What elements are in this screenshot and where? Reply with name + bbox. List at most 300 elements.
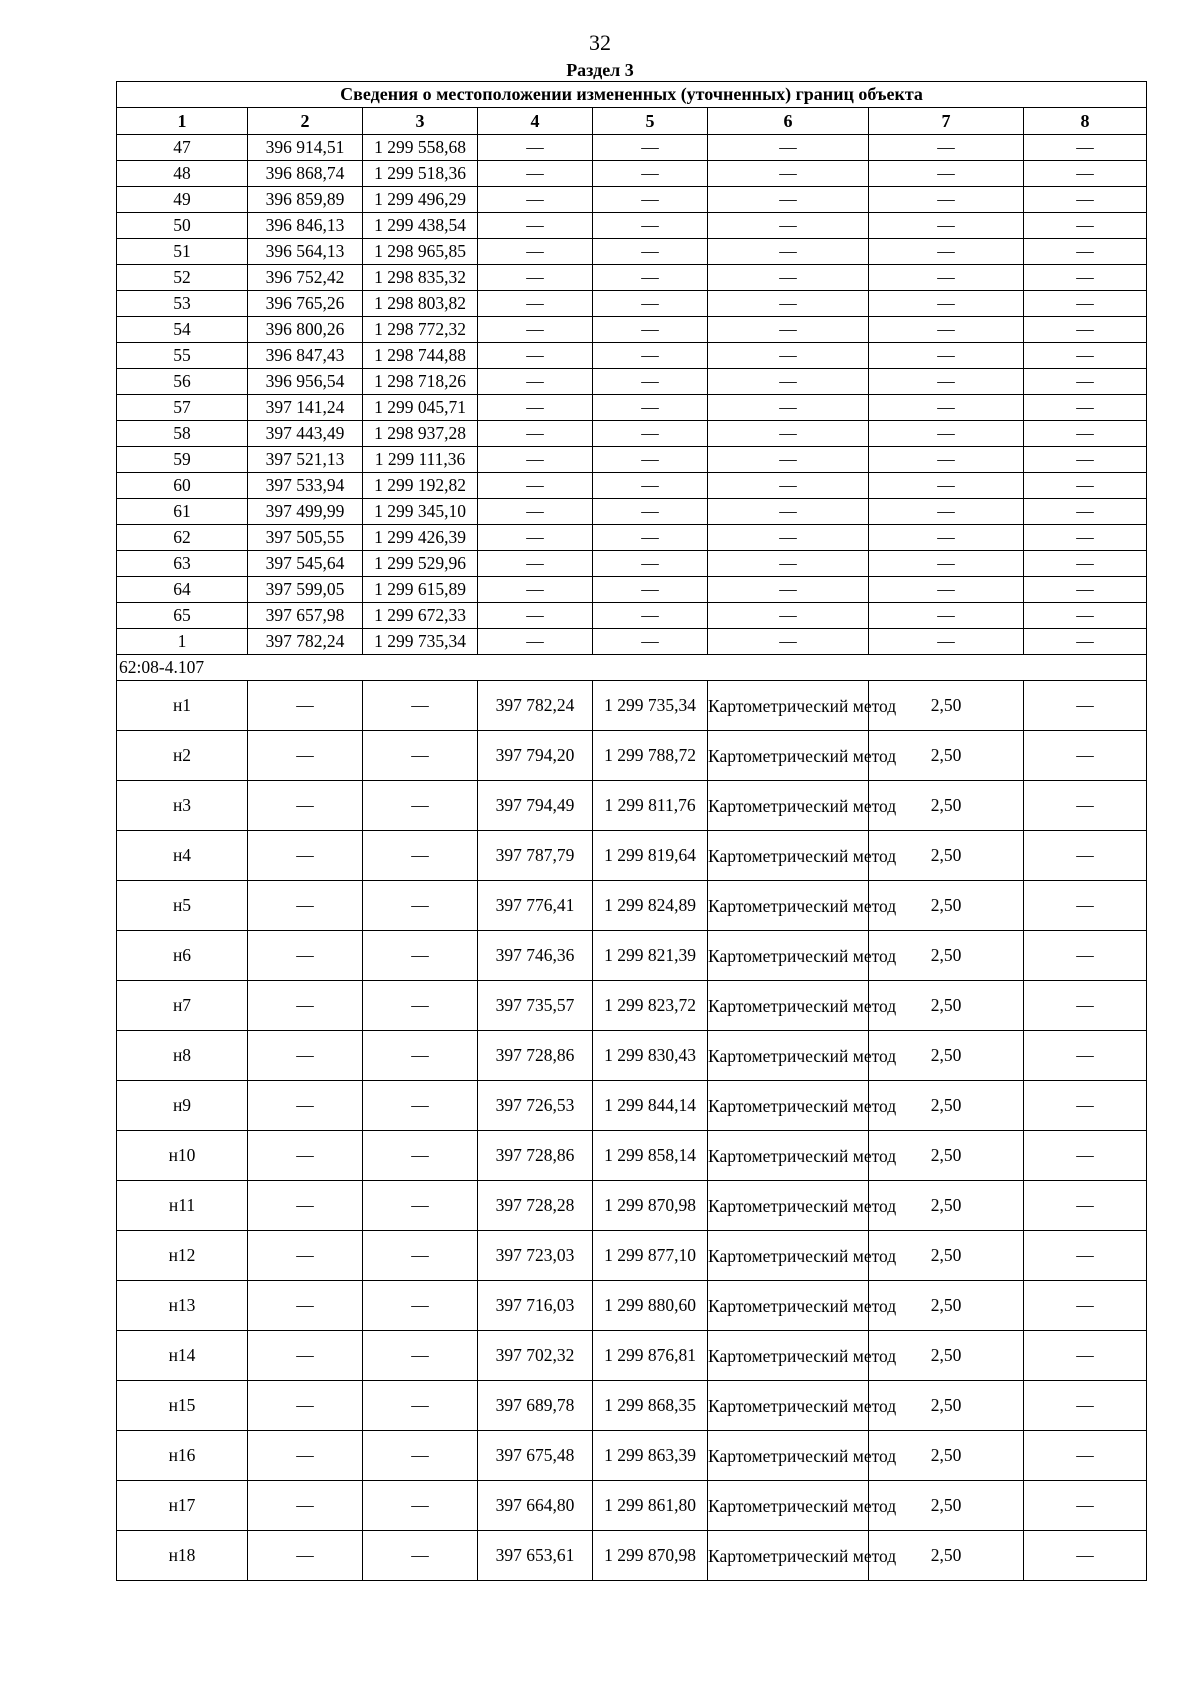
accuracy-cell: 2,50 (869, 1281, 1024, 1331)
y-new-cell: 1 299 788,72 (593, 731, 708, 781)
x-new-cell: — (478, 603, 593, 629)
x-existing-cell: — (248, 831, 363, 881)
x-new-cell: 397 726,53 (478, 1081, 593, 1131)
point-cell: 51 (117, 239, 248, 265)
table-row (117, 1331, 1147, 1381)
y-new-cell: — (593, 447, 708, 473)
y-new-cell: 1 299 819,64 (593, 831, 708, 881)
table-row (117, 343, 1147, 369)
point-cell: н3 (117, 781, 248, 831)
point-cell: 47 (117, 135, 248, 161)
table-row (117, 881, 1147, 931)
y-new-cell: — (593, 629, 708, 655)
table-row (117, 1081, 1147, 1131)
method-cell: — (708, 187, 869, 213)
y-new-cell: 1 299 880,60 (593, 1281, 708, 1331)
table-row (117, 291, 1147, 317)
y-existing-cell: 1 299 045,71 (363, 395, 478, 421)
x-existing-cell: 397 545,64 (248, 551, 363, 577)
x-new-cell: 397 735,57 (478, 981, 593, 1031)
accuracy-cell: — (869, 135, 1024, 161)
accuracy-cell: — (869, 265, 1024, 291)
column-number-6: 6 (708, 108, 869, 135)
description-cell: — (1024, 1231, 1147, 1281)
y-existing-cell: — (363, 1231, 478, 1281)
x-existing-cell: 396 846,13 (248, 213, 363, 239)
point-cell: н12 (117, 1231, 248, 1281)
point-cell: 50 (117, 213, 248, 239)
point-cell: н16 (117, 1431, 248, 1481)
method-cell: — (708, 369, 869, 395)
table-row (117, 421, 1147, 447)
y-new-cell: 1 299 870,98 (593, 1181, 708, 1231)
y-existing-cell: — (363, 1481, 478, 1531)
x-new-cell: 397 664,80 (478, 1481, 593, 1531)
description-cell: — (1024, 135, 1147, 161)
point-cell: 54 (117, 317, 248, 343)
description-cell: — (1024, 1031, 1147, 1081)
x-existing-cell: 396 800,26 (248, 317, 363, 343)
y-new-cell: 1 299 811,76 (593, 781, 708, 831)
point-cell: н9 (117, 1081, 248, 1131)
accuracy-cell: 2,50 (869, 1181, 1024, 1231)
x-new-cell: 397 689,78 (478, 1381, 593, 1431)
accuracy-cell: — (869, 447, 1024, 473)
point-cell: 56 (117, 369, 248, 395)
x-existing-cell: — (248, 1031, 363, 1081)
method-cell: — (708, 421, 869, 447)
table-row (117, 213, 1147, 239)
new-points-body (117, 681, 1147, 1581)
x-new-cell: — (478, 187, 593, 213)
x-existing-cell: 396 847,43 (248, 343, 363, 369)
point-cell: 53 (117, 291, 248, 317)
group-row (117, 655, 1147, 681)
y-existing-cell: — (363, 1281, 478, 1331)
accuracy-cell: 2,50 (869, 1031, 1024, 1081)
x-new-cell: 397 794,20 (478, 731, 593, 781)
y-existing-cell: 1 299 529,96 (363, 551, 478, 577)
x-new-cell: — (478, 317, 593, 343)
point-cell: 61 (117, 499, 248, 525)
x-new-cell: 397 716,03 (478, 1281, 593, 1331)
x-new-cell: 397 776,41 (478, 881, 593, 931)
method-cell: Картометрический метод (708, 1131, 869, 1181)
table-row (117, 1531, 1147, 1581)
description-cell: — (1024, 1381, 1147, 1431)
method-cell: — (708, 577, 869, 603)
description-cell: — (1024, 1131, 1147, 1181)
y-existing-cell: 1 299 735,34 (363, 629, 478, 655)
point-cell: н13 (117, 1281, 248, 1331)
method-cell: Картометрический метод (708, 931, 869, 981)
method-cell: — (708, 395, 869, 421)
x-existing-cell: — (248, 781, 363, 831)
point-cell: н11 (117, 1181, 248, 1231)
accuracy-cell: 2,50 (869, 1081, 1024, 1131)
y-new-cell: 1 299 844,14 (593, 1081, 708, 1131)
accuracy-cell: — (869, 473, 1024, 499)
y-existing-cell: — (363, 1181, 478, 1231)
table-row (117, 135, 1147, 161)
point-cell: н1 (117, 681, 248, 731)
point-cell: н6 (117, 931, 248, 981)
table-row (117, 317, 1147, 343)
x-existing-cell: — (248, 881, 363, 931)
accuracy-cell: 2,50 (869, 881, 1024, 931)
table-row (117, 981, 1147, 1031)
column-number-7: 7 (869, 108, 1024, 135)
column-number-8: 8 (1024, 108, 1147, 135)
description-cell: — (1024, 343, 1147, 369)
coordinates-table (116, 81, 1147, 1581)
point-cell: 48 (117, 161, 248, 187)
table-row (117, 239, 1147, 265)
x-new-cell: 397 728,86 (478, 1031, 593, 1081)
y-existing-cell: 1 298 965,85 (363, 239, 478, 265)
y-new-cell: 1 299 863,39 (593, 1431, 708, 1481)
accuracy-cell: — (869, 499, 1024, 525)
y-existing-cell: 1 299 345,10 (363, 499, 478, 525)
accuracy-cell: 2,50 (869, 1531, 1024, 1581)
x-new-cell: 397 787,79 (478, 831, 593, 881)
x-new-cell: — (478, 551, 593, 577)
section-title: Раздел 3 (566, 60, 634, 80)
point-cell: 52 (117, 265, 248, 291)
method-cell: Картометрический метод (708, 881, 869, 931)
method-cell: Картометрический метод (708, 1281, 869, 1331)
accuracy-cell: — (869, 551, 1024, 577)
y-existing-cell: 1 299 518,36 (363, 161, 478, 187)
accuracy-cell: 2,50 (869, 1231, 1024, 1281)
accuracy-cell: 2,50 (869, 781, 1024, 831)
x-existing-cell: — (248, 1481, 363, 1531)
x-existing-cell: 397 505,55 (248, 525, 363, 551)
description-cell: — (1024, 831, 1147, 881)
point-cell: н8 (117, 1031, 248, 1081)
description-cell: — (1024, 473, 1147, 499)
x-new-cell: — (478, 135, 593, 161)
description-cell: — (1024, 1481, 1147, 1531)
method-cell: — (708, 551, 869, 577)
table-row (117, 395, 1147, 421)
description-cell: — (1024, 881, 1147, 931)
x-new-cell: — (478, 447, 593, 473)
x-existing-cell: 396 765,26 (248, 291, 363, 317)
method-cell: — (708, 213, 869, 239)
method-cell: Картометрический метод (708, 1231, 869, 1281)
point-cell: 57 (117, 395, 248, 421)
table-row (117, 1181, 1147, 1231)
y-new-cell: — (593, 161, 708, 187)
table-row (117, 1281, 1147, 1331)
table-row (117, 551, 1147, 577)
y-new-cell: 1 299 868,35 (593, 1381, 708, 1431)
x-new-cell: 397 746,36 (478, 931, 593, 981)
y-new-cell: — (593, 369, 708, 395)
y-existing-cell: — (363, 1531, 478, 1581)
accuracy-cell: — (869, 239, 1024, 265)
point-cell: н14 (117, 1331, 248, 1381)
column-number-2: 2 (248, 108, 363, 135)
y-existing-cell: 1 299 496,29 (363, 187, 478, 213)
y-existing-cell: 1 299 558,68 (363, 135, 478, 161)
method-cell: Картометрический метод (708, 831, 869, 881)
y-existing-cell: — (363, 1431, 478, 1481)
y-existing-cell: — (363, 1081, 478, 1131)
y-existing-cell: 1 299 192,82 (363, 473, 478, 499)
existing-points-body (117, 135, 1147, 655)
y-new-cell: — (593, 317, 708, 343)
y-existing-cell: 1 298 718,26 (363, 369, 478, 395)
table-row (117, 525, 1147, 551)
accuracy-cell: 2,50 (869, 1481, 1024, 1531)
y-new-cell: 1 299 861,80 (593, 1481, 708, 1531)
point-cell: 59 (117, 447, 248, 473)
description-cell: — (1024, 781, 1147, 831)
table-row (117, 187, 1147, 213)
accuracy-cell: — (869, 369, 1024, 395)
y-new-cell: 1 299 823,72 (593, 981, 708, 1031)
table-row (117, 781, 1147, 831)
x-new-cell: 397 728,28 (478, 1181, 593, 1231)
y-new-cell: 1 299 824,89 (593, 881, 708, 931)
table-row (117, 369, 1147, 395)
accuracy-cell: 2,50 (869, 1431, 1024, 1481)
point-cell: н17 (117, 1481, 248, 1531)
table-row (117, 473, 1147, 499)
point-cell: 55 (117, 343, 248, 369)
description-cell: — (1024, 395, 1147, 421)
table-row (117, 681, 1147, 731)
method-cell: Картометрический метод (708, 1431, 869, 1481)
description-cell: — (1024, 681, 1147, 731)
description-cell: — (1024, 265, 1147, 291)
point-cell: 1 (117, 629, 248, 655)
y-new-cell: — (593, 551, 708, 577)
method-cell: — (708, 473, 869, 499)
x-existing-cell: 397 782,24 (248, 629, 363, 655)
point-cell: 58 (117, 421, 248, 447)
accuracy-cell: 2,50 (869, 931, 1024, 981)
description-cell: — (1024, 731, 1147, 781)
x-existing-cell: — (248, 1381, 363, 1431)
method-cell: — (708, 499, 869, 525)
table-row (117, 1031, 1147, 1081)
description-cell: — (1024, 1181, 1147, 1231)
x-new-cell: 397 675,48 (478, 1431, 593, 1481)
y-new-cell: 1 299 830,43 (593, 1031, 708, 1081)
x-existing-cell: — (248, 1081, 363, 1131)
point-cell: н5 (117, 881, 248, 931)
x-new-cell: — (478, 473, 593, 499)
table-row (117, 161, 1147, 187)
x-new-cell: — (478, 343, 593, 369)
x-existing-cell: 397 657,98 (248, 603, 363, 629)
x-new-cell: — (478, 265, 593, 291)
column-number-row (117, 108, 1147, 135)
point-cell: 63 (117, 551, 248, 577)
method-cell: Картометрический метод (708, 1481, 869, 1531)
y-new-cell: — (593, 603, 708, 629)
method-cell: Картометрический метод (708, 1381, 869, 1431)
x-existing-cell: 397 499,99 (248, 499, 363, 525)
x-new-cell: 397 794,49 (478, 781, 593, 831)
table-caption: Сведения о местоположении измененных (уточненных) границ объекта (117, 82, 1147, 108)
description-cell: — (1024, 187, 1147, 213)
x-existing-cell: 397 141,24 (248, 395, 363, 421)
description-cell: — (1024, 525, 1147, 551)
y-existing-cell: — (363, 981, 478, 1031)
x-existing-cell: 397 443,49 (248, 421, 363, 447)
x-new-cell: — (478, 161, 593, 187)
y-new-cell: — (593, 239, 708, 265)
method-cell: Картометрический метод (708, 1331, 869, 1381)
accuracy-cell: — (869, 291, 1024, 317)
y-existing-cell: 1 298 772,32 (363, 317, 478, 343)
y-new-cell: — (593, 473, 708, 499)
accuracy-cell: — (869, 525, 1024, 551)
description-cell: — (1024, 421, 1147, 447)
x-new-cell: — (478, 291, 593, 317)
accuracy-cell: 2,50 (869, 1381, 1024, 1431)
table-row (117, 265, 1147, 291)
description-cell: — (1024, 1081, 1147, 1131)
point-cell: 62 (117, 525, 248, 551)
description-cell: — (1024, 317, 1147, 343)
column-number-5: 5 (593, 108, 708, 135)
y-existing-cell: — (363, 831, 478, 881)
table-row (117, 1131, 1147, 1181)
x-existing-cell: — (248, 1331, 363, 1381)
table-row (117, 1231, 1147, 1281)
x-new-cell: — (478, 525, 593, 551)
y-new-cell: 1 299 821,39 (593, 931, 708, 981)
description-cell: — (1024, 981, 1147, 1031)
accuracy-cell: 2,50 (869, 681, 1024, 731)
x-existing-cell: 396 564,13 (248, 239, 363, 265)
accuracy-cell: 2,50 (869, 1331, 1024, 1381)
y-new-cell: — (593, 187, 708, 213)
x-new-cell: — (478, 213, 593, 239)
y-new-cell: — (593, 499, 708, 525)
point-cell: 64 (117, 577, 248, 603)
y-existing-cell: 1 298 744,88 (363, 343, 478, 369)
accuracy-cell: — (869, 629, 1024, 655)
y-existing-cell: 1 299 672,33 (363, 603, 478, 629)
accuracy-cell: 2,50 (869, 831, 1024, 881)
y-new-cell: — (593, 291, 708, 317)
y-existing-cell: 1 298 835,32 (363, 265, 478, 291)
description-cell: — (1024, 931, 1147, 981)
x-new-cell: 397 653,61 (478, 1531, 593, 1581)
table-row (117, 603, 1147, 629)
x-existing-cell: 396 914,51 (248, 135, 363, 161)
x-existing-cell: 397 533,94 (248, 473, 363, 499)
y-new-cell: — (593, 525, 708, 551)
method-cell: Картометрический метод (708, 1081, 869, 1131)
method-cell: Картометрический метод (708, 981, 869, 1031)
accuracy-cell: 2,50 (869, 1131, 1024, 1181)
point-cell: н10 (117, 1131, 248, 1181)
x-new-cell: — (478, 239, 593, 265)
x-new-cell: 397 782,24 (478, 681, 593, 731)
table-row (117, 499, 1147, 525)
x-existing-cell: — (248, 931, 363, 981)
method-cell: Картометрический метод (708, 681, 869, 731)
table-row (117, 629, 1147, 655)
y-new-cell: — (593, 135, 708, 161)
table-row (117, 447, 1147, 473)
point-cell: н7 (117, 981, 248, 1031)
table-row (117, 831, 1147, 881)
x-existing-cell: 396 859,89 (248, 187, 363, 213)
y-existing-cell: — (363, 1331, 478, 1381)
y-new-cell: — (593, 343, 708, 369)
table-row (117, 731, 1147, 781)
accuracy-cell: — (869, 577, 1024, 603)
y-existing-cell: — (363, 731, 478, 781)
y-existing-cell: — (363, 1131, 478, 1181)
description-cell: — (1024, 447, 1147, 473)
accuracy-cell: — (869, 317, 1024, 343)
accuracy-cell: — (869, 343, 1024, 369)
y-existing-cell: 1 299 111,36 (363, 447, 478, 473)
accuracy-cell: 2,50 (869, 981, 1024, 1031)
y-new-cell: 1 299 877,10 (593, 1231, 708, 1281)
description-cell: — (1024, 551, 1147, 577)
method-cell: — (708, 629, 869, 655)
table-row (117, 1481, 1147, 1531)
x-existing-cell: — (248, 1531, 363, 1581)
method-cell: — (708, 265, 869, 291)
method-cell: — (708, 343, 869, 369)
x-existing-cell: — (248, 1231, 363, 1281)
method-cell: — (708, 525, 869, 551)
x-new-cell: — (478, 577, 593, 603)
table-row (117, 577, 1147, 603)
y-new-cell: 1 299 870,98 (593, 1531, 708, 1581)
x-existing-cell: 396 868,74 (248, 161, 363, 187)
point-cell: н18 (117, 1531, 248, 1581)
accuracy-cell: 2,50 (869, 731, 1024, 781)
x-new-cell: — (478, 499, 593, 525)
method-cell: — (708, 239, 869, 265)
description-cell: — (1024, 239, 1147, 265)
method-cell: — (708, 135, 869, 161)
x-new-cell: — (478, 395, 593, 421)
point-cell: 49 (117, 187, 248, 213)
y-existing-cell: 1 299 426,39 (363, 525, 478, 551)
y-new-cell: 1 299 876,81 (593, 1331, 708, 1381)
accuracy-cell: — (869, 395, 1024, 421)
page-number: 32 (589, 30, 611, 55)
description-cell: — (1024, 1281, 1147, 1331)
method-cell: — (708, 447, 869, 473)
group-label: 62:08-4.107 (117, 655, 1147, 681)
column-number-1: 1 (117, 108, 248, 135)
method-cell: Картометрический метод (708, 1181, 869, 1231)
x-existing-cell: 397 599,05 (248, 577, 363, 603)
y-existing-cell: 1 299 438,54 (363, 213, 478, 239)
table-row (117, 1431, 1147, 1481)
y-new-cell: — (593, 395, 708, 421)
method-cell: — (708, 291, 869, 317)
y-existing-cell: — (363, 681, 478, 731)
description-cell: — (1024, 1431, 1147, 1481)
x-existing-cell: 396 752,42 (248, 265, 363, 291)
column-number-3: 3 (363, 108, 478, 135)
